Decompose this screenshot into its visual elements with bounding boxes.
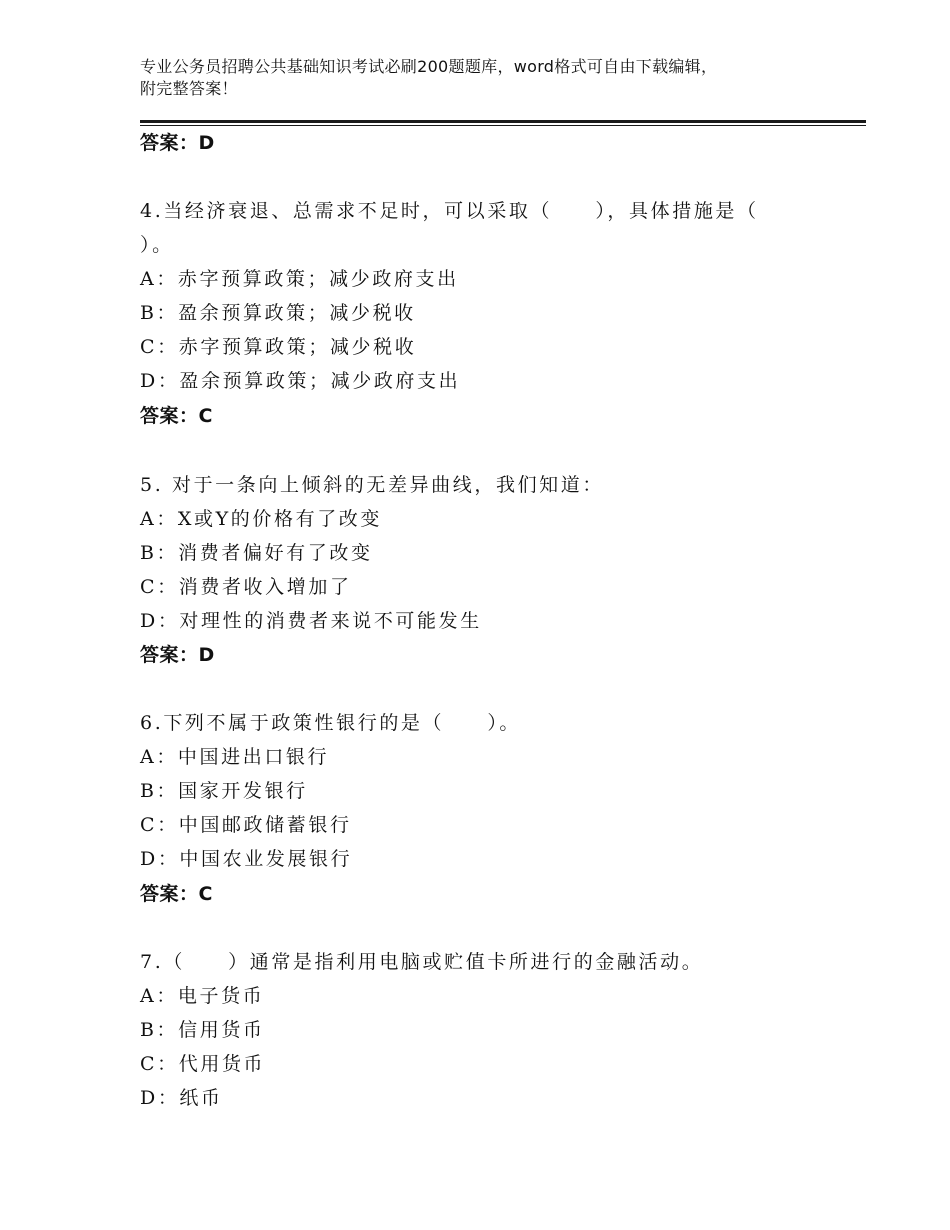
question-7-option-d: D：纸币	[140, 1087, 223, 1109]
answer-q4: 答案：C	[140, 405, 213, 427]
answer-q3: 答案：D	[140, 132, 215, 154]
question-5-option-b: B：消费者偏好有了改变	[140, 542, 373, 564]
question-6-option-c: C：中国邮政储蓄银行	[140, 814, 352, 836]
question-7-option-b: B：信用货币	[140, 1019, 265, 1041]
question-5-stem: 5. 对于一条向上倾斜的无差异曲线，我们知道：	[140, 474, 604, 496]
question-7-option-c: C：代用货币	[140, 1053, 266, 1075]
question-4-option-c: C：赤字预算政策；减少税收	[140, 336, 417, 358]
question-7-option-a: A：电子货币	[140, 985, 265, 1007]
question-7-stem: 7.（ ）通常是指利用电脑或贮值卡所进行的金融活动。	[140, 951, 704, 973]
question-4-stem-line-1: 4.当经济衰退、总需求不足时，可以采取（ ），具体措施是（	[140, 200, 759, 222]
answer-q6: 答案：C	[140, 883, 213, 905]
question-4-option-b: B：盈余预算政策；减少税收	[140, 302, 416, 324]
question-6-option-d: D：中国农业发展银行	[140, 848, 353, 870]
answer-q5: 答案：D	[140, 644, 215, 666]
question-5-option-c: C：消费者收入增加了	[140, 576, 352, 598]
header-title-line-2: 附完整答案！	[140, 79, 238, 98]
question-5-option-d: D：对理性的消费者来说不可能发生	[140, 610, 482, 632]
header-rule-thick	[140, 120, 866, 123]
question-5-option-a: A：X或Y的价格有了改变	[140, 508, 382, 530]
question-4-option-a: A：赤字预算政策；减少政府支出	[140, 268, 459, 290]
header-title-line-1: 专业公务员招聘公共基础知识考试必刷200题题库，word格式可自由下载编辑，	[140, 57, 718, 76]
header-rule-thin	[140, 125, 866, 126]
question-6-option-a: A：中国进出口银行	[140, 746, 330, 768]
page-header	[140, 56, 840, 100]
question-6-stem: 6.下列不属于政策性银行的是（ ）。	[140, 712, 522, 734]
question-4-stem-line-2: ）。	[140, 234, 174, 256]
question-6-option-b: B：国家开发银行	[140, 780, 308, 802]
question-4-option-d: D：盈余预算政策；减少政府支出	[140, 370, 461, 392]
